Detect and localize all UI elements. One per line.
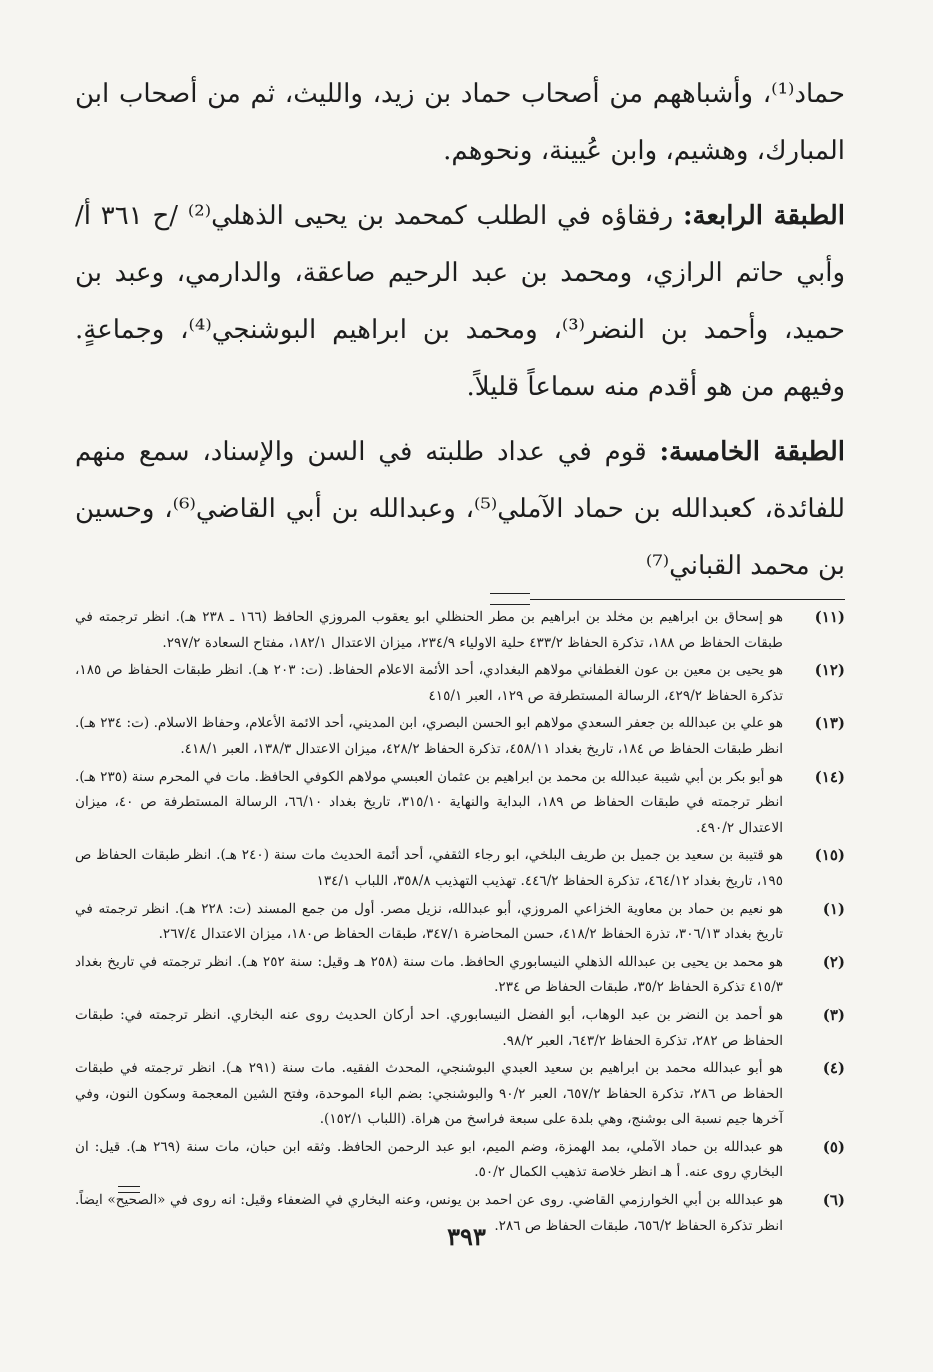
footnote — [75, 897, 845, 948]
footnote-text: هو يحيى بن معين بن عون الغطفاني مولاهم البغدادي، أحد الأئمة الاعلام الحفاظ. (ت: ٢٠٣ هـ). انظر طبقات الحفاظ ص ١٨٥، تذكرة الحفاظ ٤٢٩/٢، الرسالة المستطرفة ص ١٢٩، العبر ٤١٥/١ — [75, 662, 783, 704]
paragraph-1: حماد⁽¹⁾، وأشباههم من أصحاب حماد بن زيد، والليث، ثم من أصحاب ابن المبارك، وهشيم، وابن عُيينة، ونحوهم. — [75, 79, 845, 166]
footnote-text: هو إسحاق بن ابراهيم بن مخلد بن ابراهيم بن مطر الحنظلي ابو يعقوب المروزي الحافظ (١٦٦ ـ ٢٣٨ هـ). انظر ترجمته في طبقات الحفاظ ص ١٨٨، تذكرة الحفاظ ٤٣٣/٢ حلية الاولياء ٢٣٤/٩، ميزان الاعتدال ١٨٢/١، مفتاح السعادة ٢٩٧/٢. — [75, 609, 783, 651]
continuation-mark-end — [118, 1186, 140, 1193]
footnote — [75, 658, 845, 709]
page-content — [75, 66, 845, 1241]
paragraph-3 — [75, 424, 845, 595]
footnote-text: هو أحمد بن النضر بن عبد الوهاب، أبو الفضل النيسابوري. احد أركان الحديث روى عنه البخاري. انظر ترجمته في: طبقات الحفاظ ص ٢٨٢، تذكرة الحفاظ ٦٤٣/٢، العبر ٩٨/٢. — [75, 1006, 783, 1049]
footnote — [75, 843, 845, 894]
footnote-text: هو نعيم بن حماد بن معاوية الخزاعي المروزي، أبو عبدالله، نزيل مصر. أول من جمع المسند (ت: ٢٢٨ هـ). انظر ترجمته في تاريخ بغداد ٣٠٦/١٣، تذرة الحفاظ ٤١٨/٢، حسن المحاضرة ٣٤٧/١، طبقات الحفاظ ص١٨٠، ميزان الاعتدال ٢٦٧/٤. — [75, 900, 783, 943]
footnote-number: (٣) — [822, 1005, 845, 1024]
continuation-mark — [490, 593, 530, 605]
paragraph-2 — [75, 188, 845, 416]
footnote-number: (١٢) — [814, 661, 845, 680]
footnote-text: هو أبو بكر بن أبي شيبة عبدالله بن محمد بن ابراهيم بن عثمان العبسي مولاهم الكوفي الحافظ. مات في المحرم سنة (٢٣٥ هـ). انظر ترجمته في طبقات الحفاظ ص ١٨٩، البداية والنهاية ٣١٥/١٠، تاريخ بغداد ٦٦/١٠، الرسالة المستطرفة ص ٤٠، ميزان الاعتدال ٤٩٠/٢. — [75, 768, 784, 836]
paragraph-3-body: قوم في عداد طلبته في السن والإسناد، سمع منهم للفائدة، كعبدالله بن حماد الآملي⁽⁵⁾، وعبدالله بن أبي القاضي⁽⁶⁾، وحسين بن محمد القباني⁽⁷⁾ — [75, 437, 845, 581]
footnote-number: (٢) — [822, 952, 845, 971]
footnote — [75, 765, 845, 842]
footnote-number: (٦) — [822, 1191, 845, 1210]
footnote-number: (١١) — [814, 608, 845, 626]
footnote — [75, 950, 845, 1001]
page-number: ٣٩٣ — [447, 1222, 486, 1251]
footnote — [75, 711, 845, 762]
footnote — [75, 605, 845, 656]
footnote-text: هو عبدالله بن حماد الآملي، بمد الهمزة، وضم الميم، ابو عبد الرحمن الحافظ. وثقه ابن حبان، مات سنة (٢٦٩ هـ). قيل: ان البخاري روى عنه. أ هـ انظر خلاصة تذهيب الكمال ٥٠/٢. — [75, 1138, 783, 1181]
main-text — [75, 66, 845, 595]
footnote-number: (٥) — [822, 1137, 845, 1156]
footnote-number: (١) — [822, 899, 845, 918]
section-heading-fourth: الطبقة الرابعة: — [682, 201, 845, 231]
footnote-separator — [75, 595, 845, 605]
paragraph-2-body: رفقاؤه في الطلب كمحمد بن يحيى الذهلي⁽²⁾ /ح ٣٦١ أ/ وأبي حاتم الرازي، ومحمد بن عبد الرحيم صاعقة، والدارمي، وعبد بن حميد، وأحمد بن النضر⁽³⁾، ومحمد بن ابراهيم البوشنجي⁽⁴⁾، وجماعةٍ. وفيهم من هو أقدم منه سماعاً قليلاً. — [75, 201, 845, 402]
footnote — [75, 1003, 845, 1054]
footnote-text: هو قتيبة بن سعيد بن جميل بن طريف البلخي، ابو رجاء الثقفي، أحد أئمة الحديث مات سنة (٢٤٠ هـ). انظر طبقات الحفاظ ص ١٩٥، تاريخ بغداد ٤٦٤/١٢، تذكرة الحفاظ ٤٤٦/٢. تهذيب التهذيب ٣٥٨/٨، اللباب ١٣٤/١ — [75, 847, 783, 889]
footnote-text: هو محمد بن يحيى بن عبدالله الذهلي النيسابوري الحافظ. مات سنة (٢٥٨ هـ وقيل: سنة ٢٥٢ هـ). انظر ترجمته في تاريخ بغداد ٤١٥/٣ تذكرة الحفاظ ٣٥/٢، طبقات الحفاظ ص ٢٣٤. — [75, 953, 783, 996]
footnote-number: (٤) — [822, 1059, 845, 1078]
footnote — [75, 1056, 845, 1133]
footnotes — [75, 605, 845, 1239]
footnote-number: (١٥) — [814, 846, 845, 865]
footnote — [75, 1135, 845, 1186]
footnote-text: هو علي بن عبدالله بن جعفر السعدي مولاهم ابو الحسن البصري، ابن المديني، أحد الائمة الأعلام، وحفاظ الاسلام. (ت: ٢٣٤ هـ). انظر طبقات الحفاظ ص ١٨٤، تاريخ بغداد ٤٥٨/١١، تذكرة الحفاظ ٤٢٨/٢، ميزان الاعتدال ١٣٨/٣، العبر ٤١٨/١. — [75, 715, 783, 757]
footnote-number: (١٤) — [814, 767, 845, 786]
section-heading-fifth: الطبقة الخامسة: — [659, 437, 845, 467]
footnote-text: هو عبدالله بن أبي الخوارزمي القاضي. روى عن احمد بن يونس، وعنه البخاري في الضعفاء وقيل: انه روى في «الصحيح» ايضاً. انظر تذكرة الحفاظ ٦٥٦/٢، طبقات الحفاظ ص ٢٨٦. — [75, 1192, 783, 1234]
separator-line — [530, 599, 845, 600]
footnote-number: (١٣) — [814, 714, 845, 733]
footnote-text: هو أبو عبدالله محمد بن ابراهيم بن سعيد العبدي البوشنجي، المحدث الفقيه. مات سنة (٢٩١ هـ). انظر ترجمته في طبقات الحفاظ ص ٢٨٦، تذكرة الحفاظ ٦٥٧/٢، العبر ٩٠/٢ والبوشنجي: بضم الباء الموحدة، وفتح الشين المعجمة وسكون النون، وفي آخرها جيم نسبة الى بوشنج، وهي بلدة على سبعة فراسخ من هراة. (اللباب ١٥٢/١). — [75, 1060, 783, 1128]
